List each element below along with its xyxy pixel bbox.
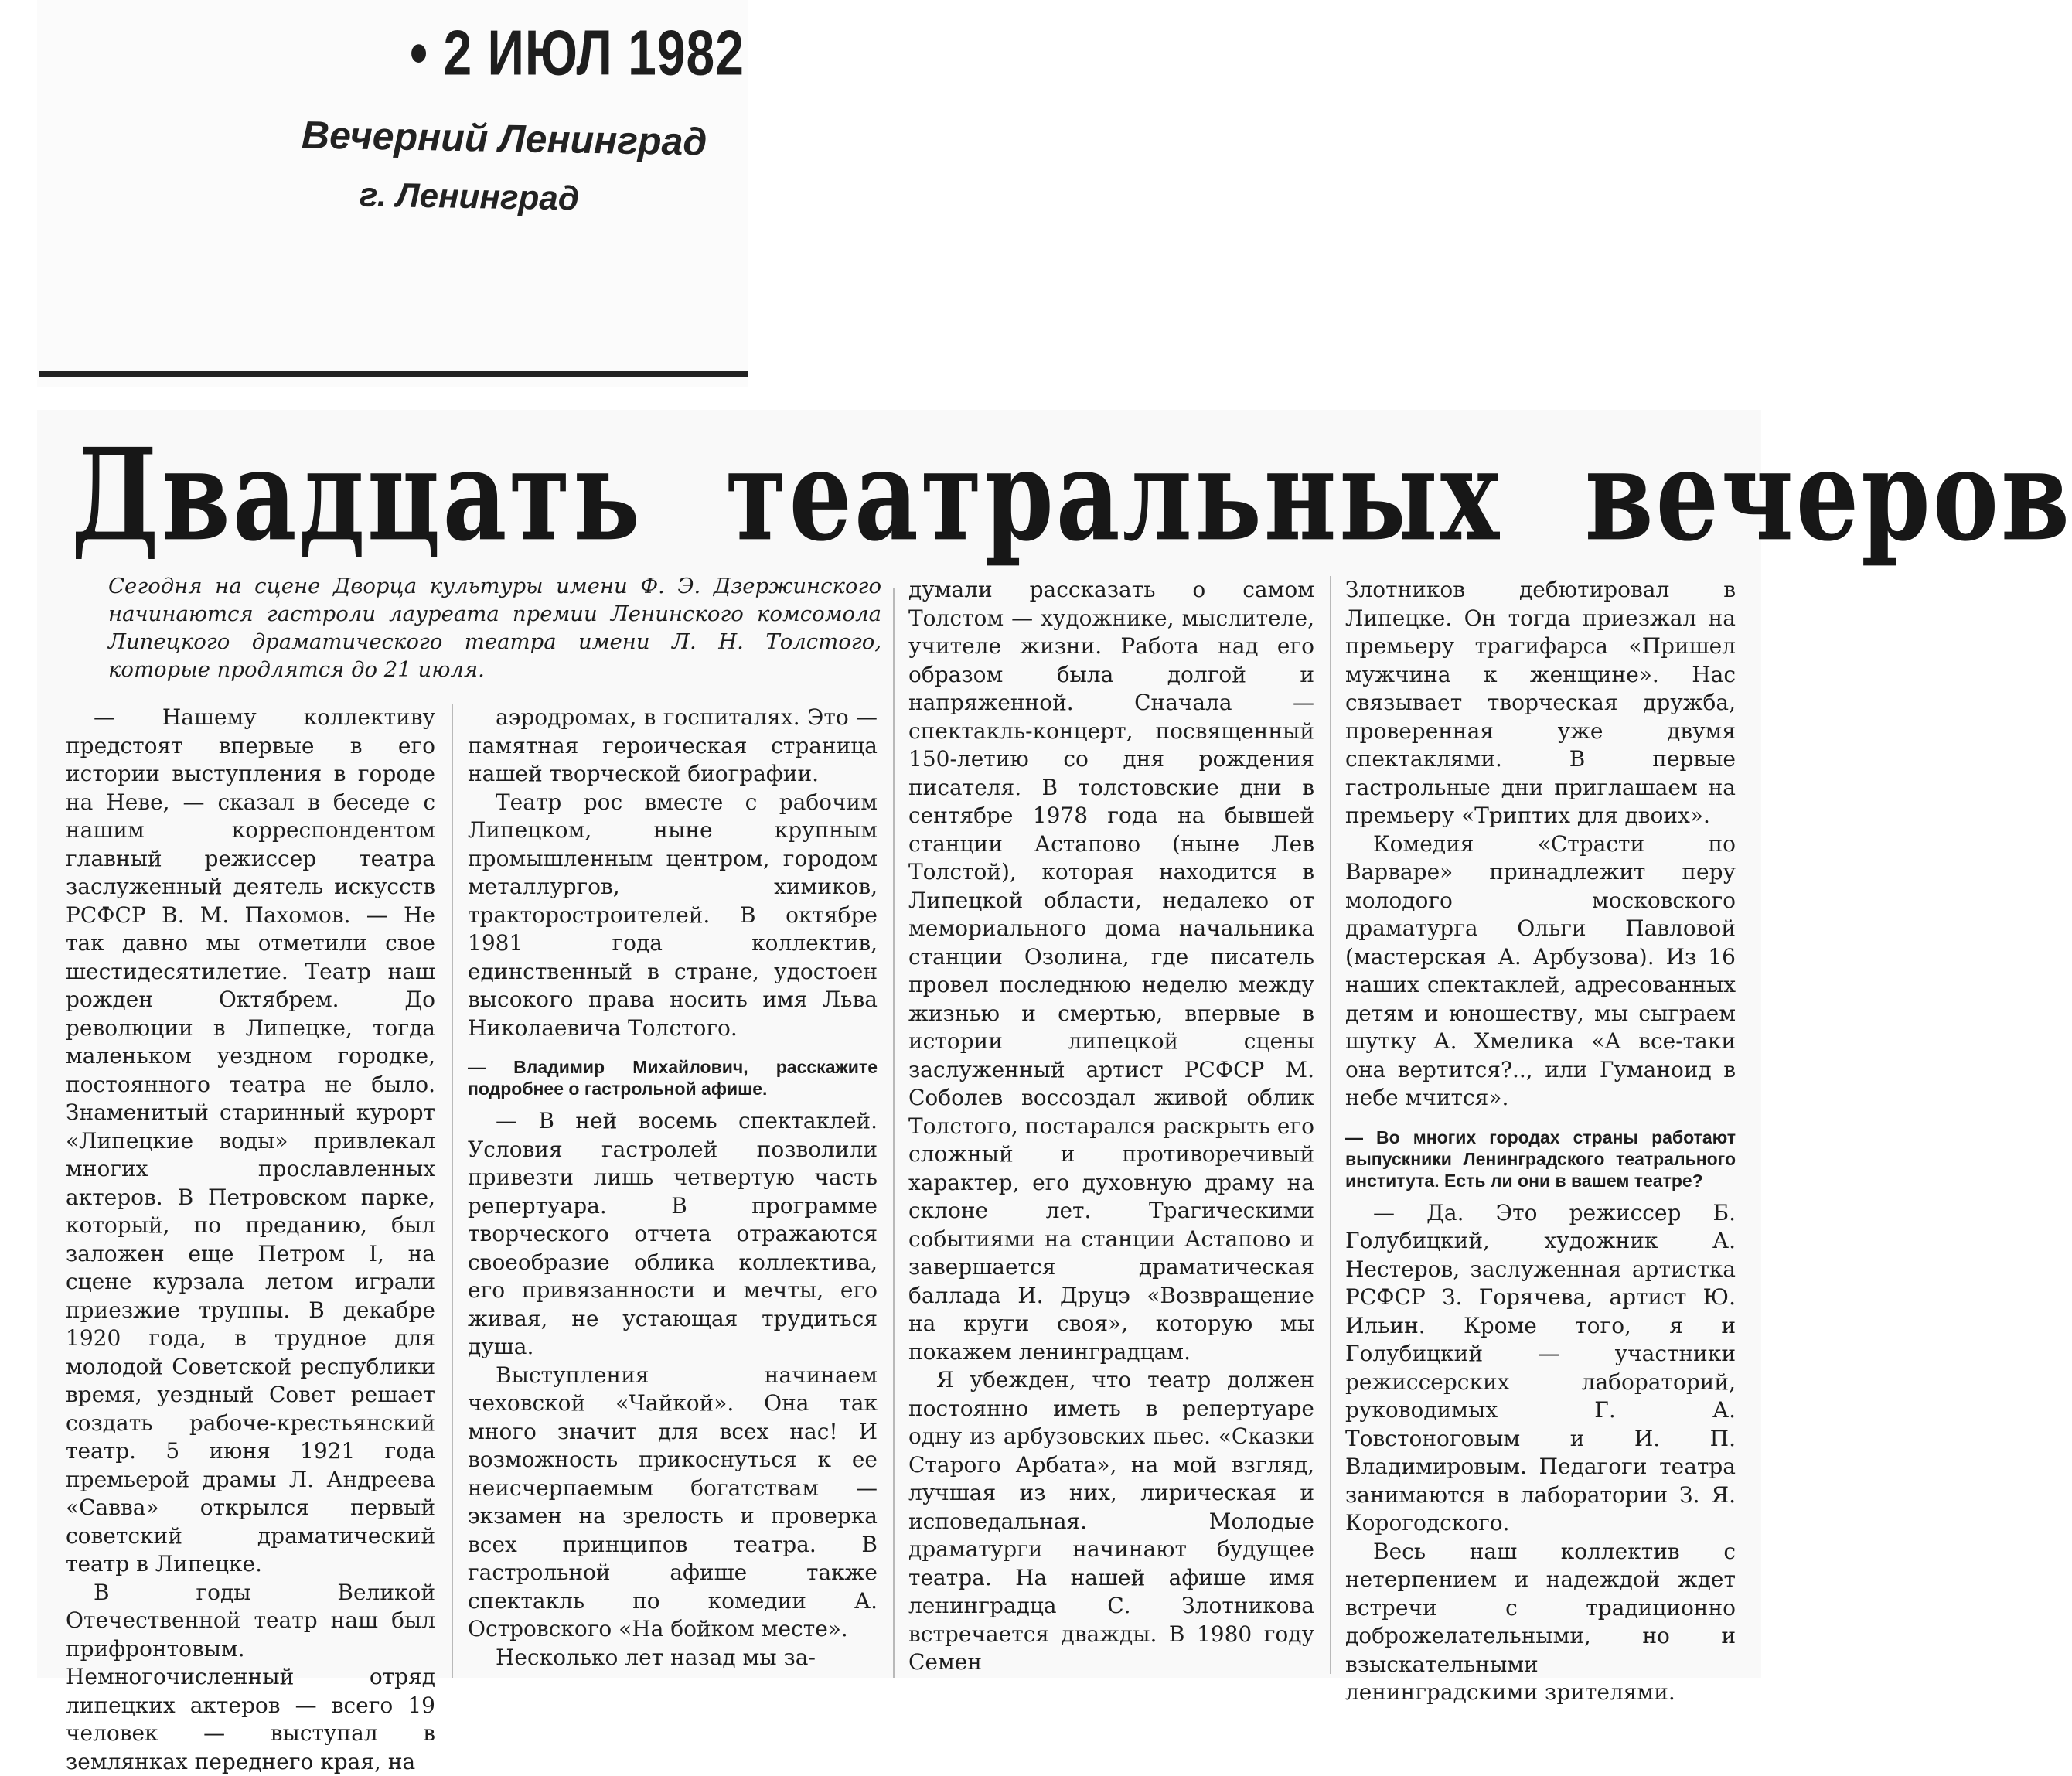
column-divider bbox=[452, 704, 453, 1678]
article-headline: Двадцать театральных вечеров bbox=[71, 421, 1741, 570]
paragraph: Я убежден, что театр должен постоянно иметь в репертуаре одну из арбузовских пьес. «Сказки Старого Арбата», на мой взгляд, лучшая из них, лирическая и исповедальная. Молодые драматурги начинают будущее театра. На нашей афише имя ленинградца С. Злотникова встречается дважды. В 1980 году Семен bbox=[908, 1366, 1314, 1677]
article-column-1 bbox=[66, 704, 435, 1776]
paragraph: В годы Великой Отечественной театр наш был прифронтовым. Немногочисленный отряд липецких актеров — всего 19 человек — выступал в землянках переднего края, на bbox=[66, 1579, 435, 1776]
article-lead: Сегодня на сцене Дворца культуры имени Ф. Э. Дзержинского начинаются гастроли лауреата премии Ленинского комсомола Липецкого драматического театра имени Л. Н. Толстого, которые продлятся до 21 июля. bbox=[108, 572, 881, 683]
article-column-3 bbox=[908, 576, 1314, 1677]
date-stamp: • 2 ИЮЛ 1982 bbox=[410, 15, 745, 89]
paragraph: думали рассказать о самом Толстом — художнике, мыслителе, учителе жизни. Работа над его образом была долгой и напряженной. Сначала — спектакль-концерт, посвященный 150-летию со дня рождения писателя. В толстовские дни в сентябре 1978 года на бывшей станции Астапово (ныне Лев Толстой), которая находится в Липецкой области, недалеко от мемориального дома начальника станции Озолина, где писатель провел последнюю неделю между жизнью и смертью, впервые в истории липецкой сцены заслуженный артист РСФСР М. Соболев воссоздал живой облик Толстого, постарался раскрыть его сложный и противоречивый характер, его духовную драму на склоне лет. Трагическими событиями на станции Астапово и завершается драматическая баллада И. Друцэ «Возвращение на круги своя», которую мы покажем ленинградцам. bbox=[908, 576, 1314, 1366]
paragraph: Комедия «Страсти по Варваре» принадлежит перу молодого московского драматурга Ольги Павловой (мастерская А. Арбузова). Из 16 наших спектаклей, адресованных детям и юношеству, мы сыграем шутку А. Хмелика «А все-таки она вертится?.., или Гуманоид в небе мчится». bbox=[1345, 830, 1736, 1113]
city-stamp: г. Ленинград bbox=[360, 176, 580, 219]
paragraph: Злотников дебютировал в Липецке. Он тогда приезжал на премьеру трагифарса «Пришел мужчина к женщине». Нас связывает творческая дружба, проверенная уже двумя спектаклями. В первые гастрольные дни приглашаем на премьеру «Триптих для двоих». bbox=[1345, 576, 1736, 830]
paragraph: — Нашему коллективу предстоят впервые в его истории выступления в городе на Неве, — сказал в беседе с нашим корреспондентом главный режиссер театра заслуженный деятель искусств РСФСР В. М. Пахомов. — Не так давно мы отметили свое шестидесятилетие. Театр наш рожден Октябрем. До революции в Липецке, тогда маленьком уездном городке, постоянного театра не было. Знаменитый старинный курорт «Липецкие воды» привлекал многих прославленных актеров. В Петровском парке, который, по преданию, был заложен еще Петром I, на сцене курзала летом играли приезжие труппы. В декабре 1920 года, в трудное для молодой Советской республики время, уездный Совет решает создать рабоче-крестьянский театр. 5 июня 1921 года премьерой драмы Л. Андреева «Савва» открылся первый советский драматический театр в Липецке. bbox=[66, 704, 435, 1579]
interview-question: — Владимир Михайлович, расскажите подробнее о гастрольной афише. bbox=[468, 1056, 878, 1099]
paragraph: Весь наш коллектив с нетерпением и надеждой ждет встречи с традиционно доброжелательными, но и взыскательными ленинградскими зрителями. bbox=[1345, 1538, 1736, 1707]
column-divider bbox=[893, 588, 895, 1678]
article-column-4 bbox=[1345, 576, 1736, 1707]
header-rule bbox=[39, 371, 748, 377]
paragraph: Выступления начинаем чеховской «Чайкой». Она так много значит для всех нас! И возможность прикоснуться к ее неисчерпаемым богатствам — экзамен на зрелость и проверка всех принципов театра. В гастрольной афише также спектакль по комедии А. Островского «На бойком месте». bbox=[468, 1362, 878, 1644]
column-divider bbox=[1330, 576, 1331, 1674]
paragraph: Театр рос вместе с рабочим Липецком, ныне крупным промышленным центром, городом металлургов, химиков, тракторостроителей. В октябре 1981 года коллектив, единственный в стране, удостоен высокого права носить имя Льва Николаевича Толстого. bbox=[468, 789, 878, 1043]
paragraph: — В ней восемь спектаклей. Условия гастролей позволили привезти лишь четвертую часть репертуара. В программе творческого отчета отражаются своеобразие облика коллектива, его привязанности и мечты, его живая, не устающая трудиться душа. bbox=[468, 1107, 878, 1362]
interview-question: — Во многих городах страны работают выпускники Ленинградского театрального института. Есть ли они в вашем театре? bbox=[1345, 1127, 1736, 1191]
paragraph: аэродромах, в госпиталях. Это — памятная героическая страница нашей творческой биографии. bbox=[468, 704, 878, 789]
article-column-2 bbox=[468, 704, 878, 1672]
paragraph: — Да. Это режиссер Б. Голубицкий, художник А. Нестеров, заслуженная артистка РСФСР З. Горячева, артист Ю. Ильин. Кроме того, я и Голубицкий — участники режиссерских лабораторий, руководимых Г. А. Товстоноговым и И. П. Владимировым. Педагоги театра занимаются в лаборатории З. Я. Корогодского. bbox=[1345, 1199, 1736, 1538]
paragraph: Несколько лет назад мы за- bbox=[468, 1644, 878, 1672]
newspaper-name-stamp: Вечерний Ленинград bbox=[302, 112, 707, 164]
